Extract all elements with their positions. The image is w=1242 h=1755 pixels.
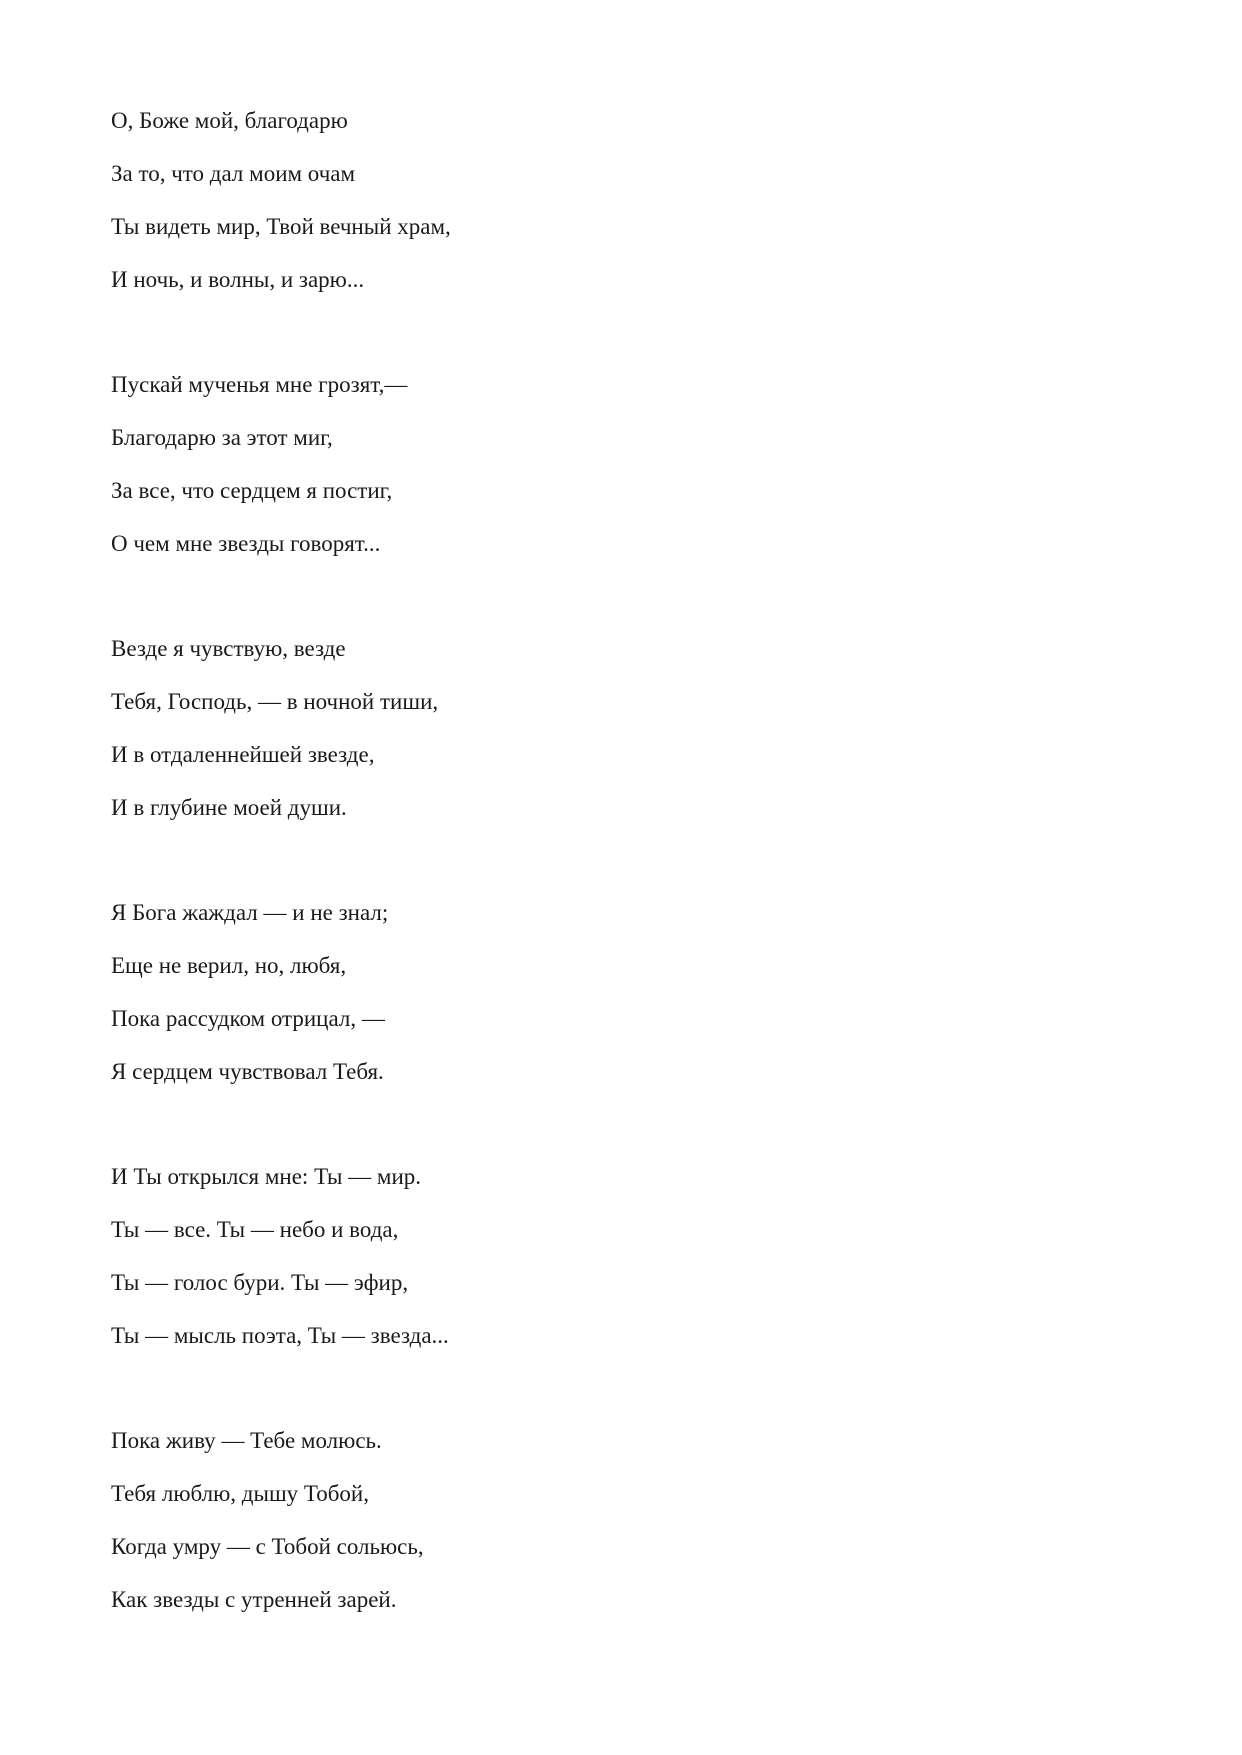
poem-line: Ты — мысль поэта, Ты — звезда... xyxy=(111,1323,449,1348)
poem-line: Тебя, Господь, — в ночной тиши, xyxy=(111,689,439,714)
poem-line: Как звезды с утренней зарей. xyxy=(111,1587,397,1612)
stanza-4 xyxy=(111,900,1111,1112)
poem-line: И ночь, и волны, и зарю... xyxy=(111,267,365,292)
poem-line: Пускай мученья мне грозят,— xyxy=(111,372,408,397)
poem-line: О чем мне звезды говорят... xyxy=(111,531,381,556)
poem-line: Ты видеть мир, Твой вечный храм, xyxy=(111,214,451,239)
stanza-6 xyxy=(111,1428,1111,1640)
poem-line: Пока рассудком отрицал, — xyxy=(111,1006,385,1031)
poem-line: За то, что дал моим очам xyxy=(111,161,356,186)
poem-line: Я сердцем чувствовал Тебя. xyxy=(111,1059,384,1084)
poem-line: Я Бога жаждал — и не знал; xyxy=(111,900,389,925)
stanza-1 xyxy=(111,108,1111,320)
poem-line: Ты — все. Ты — небо и вода, xyxy=(111,1217,399,1242)
poem-line: Еще не верил, но, любя, xyxy=(111,953,347,978)
poem-line: И Ты открылся мне: Ты — мир. xyxy=(111,1164,422,1189)
poem-line: Везде я чувствую, везде xyxy=(111,636,346,661)
stanza-5 xyxy=(111,1164,1111,1376)
poem-line: За все, что сердцем я постиг, xyxy=(111,478,393,503)
poem-body xyxy=(111,108,1111,1692)
poem-line: Когда умру — с Тобой сольюсь, xyxy=(111,1534,424,1559)
poem-line: О, Боже мой, благодарю xyxy=(111,108,348,133)
poem-line: Пока живу — Тебе молюсь. xyxy=(111,1428,382,1453)
stanza-3 xyxy=(111,636,1111,848)
poem-line: И в глубине моей души. xyxy=(111,795,347,820)
poem-line: Ты — голос бури. Ты — эфир, xyxy=(111,1270,409,1295)
poem-line: И в отдаленнейшей звезде, xyxy=(111,742,375,767)
poem-line: Благодарю за этот миг, xyxy=(111,425,333,450)
stanza-2 xyxy=(111,372,1111,584)
poem-line: Тебя люблю, дышу Тобой, xyxy=(111,1481,369,1506)
